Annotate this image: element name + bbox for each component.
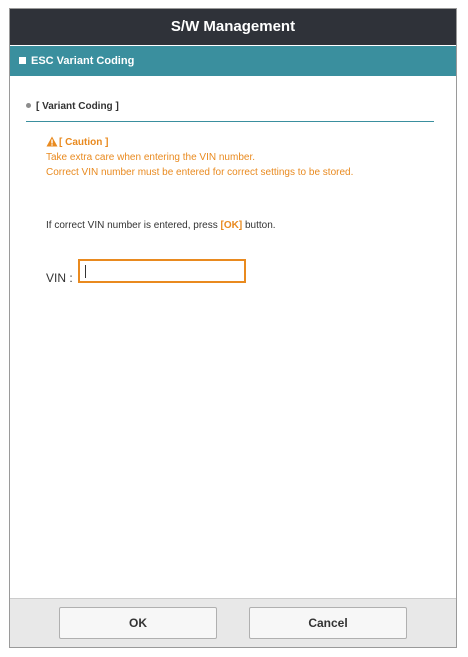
vin-label: VIN :: [46, 271, 73, 285]
subheader-bar: [10, 46, 456, 76]
square-bullet-icon: [19, 57, 26, 64]
window-title: [10, 9, 456, 45]
warning-triangle-icon: [46, 136, 58, 147]
caution-line-2: Correct VIN number must be entered for correct settings to be stored.: [46, 167, 354, 178]
bullet-dot-icon: [26, 103, 31, 108]
subheader-title: ESC Variant Coding: [31, 55, 135, 67]
vin-input[interactable]: [78, 259, 246, 283]
instruction-ok-highlight: [OK]: [220, 220, 243, 231]
caution-title: [ Caution ]: [59, 137, 109, 148]
dialog-footer: [10, 598, 456, 647]
instruction-prefix: If correct VIN number is entered, press: [46, 220, 221, 231]
section-header: [26, 99, 434, 122]
window-title-text: S/W Management: [170, 18, 296, 35]
ok-button[interactable]: OK: [59, 607, 217, 639]
text-cursor: [85, 265, 86, 278]
caution-heading: [46, 135, 446, 150]
dialog-window: [9, 8, 457, 648]
section-title: [ Variant Coding ]: [36, 101, 119, 112]
caution-block: [46, 135, 446, 180]
instruction-text: [46, 220, 276, 231]
caution-line-1: Take extra care when entering the VIN number.: [46, 152, 256, 163]
cancel-button[interactable]: Cancel: [249, 607, 407, 639]
instruction-suffix: button.: [242, 220, 276, 231]
